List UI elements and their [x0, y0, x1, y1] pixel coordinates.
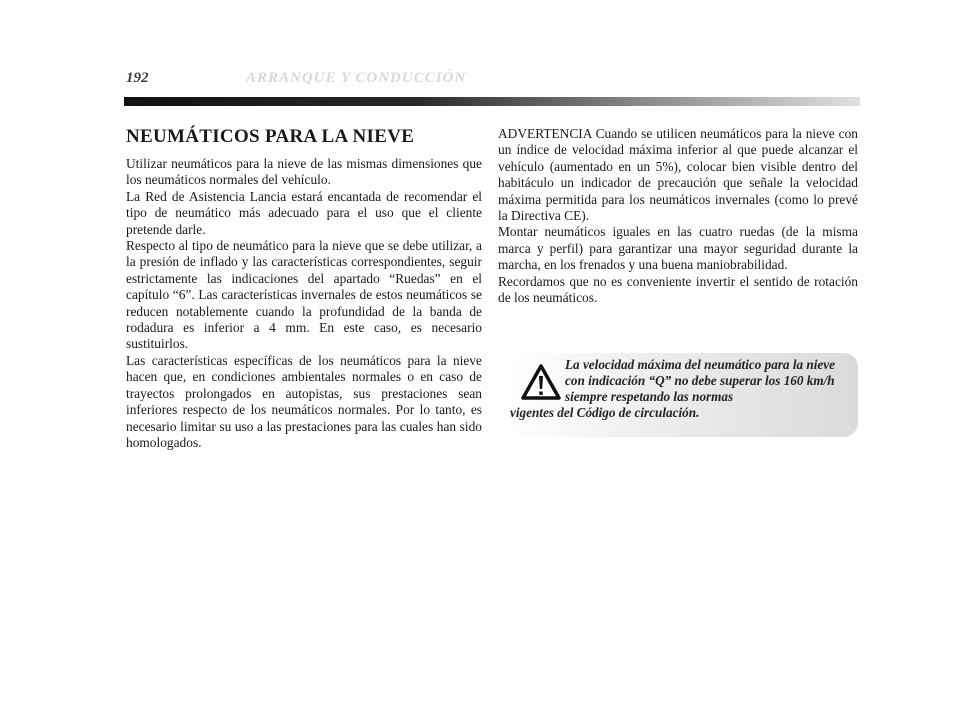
header-rule [124, 97, 860, 106]
warning-box [506, 353, 858, 437]
page-number: 192 [126, 70, 149, 86]
paragraph: Utilizar neumáticos para la nieve de las mismas dimensiones que los neumáticos normales del vehículo. [126, 156, 482, 188]
left-column [126, 126, 482, 451]
paragraph: Recordamos que no es conveniente invertir el sentido de rotación de los neumáticos. [498, 273, 858, 306]
paragraph: La Red de Asistencia Lancia estará encantada de recomendar el tipo de neumático más adecuado para el uso que el cliente pretende darle. [126, 188, 482, 237]
warning-text [510, 357, 846, 421]
warning-text-indented: La velocidad máxima del neumático para la nieve con indicación “Q” no debe superar los 160 km/h siempre respetando las normas [565, 357, 835, 404]
warning-text-last-line: vigentes del Código de circulación. [510, 405, 700, 420]
running-title: ARRANQUE Y CONDUCCIÓN [246, 70, 467, 86]
paragraph: Montar neumáticos iguales en las cuatro ruedas (de la misma marca y perfil) para garantizar una mayor seguridad durante la marcha, en los frenados y una buena maniobrabilidad. [498, 224, 858, 273]
right-column [498, 126, 858, 306]
paragraph: ADVERTENCIA Cuando se utilicen neumáticos para la nieve con un índice de velocidad máxima inferior al que puede alcanzar el vehículo (aumentado en un 5%), colocar bien visible dentro del habitáculo un indicador de precaución que señale la velocidad máxima permitida para los neumáticos invernales (como lo prevé la Directiva CE). [498, 126, 858, 224]
page-header [126, 70, 862, 90]
paragraph: Respecto al tipo de neumático para la nieve que se debe utilizar, a la presión de inflado y las características correspondientes, seguir estrictamente las indicaciones del apartado “Ruedas” en el capítulo “6”. Las características invernales de estos neumáticos se reducen notablemente cuando la profundidad de la banda de rodadura es inferior a 4 mm. En este caso, es necesario sustituirlos. [126, 238, 482, 352]
paragraph: Las características específicas de los neumáticos para la nieve hacen que, en condiciones ambientales normales o en caso de trayectos prolongados en autopistas, sus prestaciones sean inferiores respecto de los neumáticos normales. Por lo tanto, es necesario limitar su uso a las prestaciones para las cuales han sido homologados. [126, 352, 482, 450]
section-heading: NEUMÁTICOS PARA LA NIEVE [126, 126, 415, 147]
